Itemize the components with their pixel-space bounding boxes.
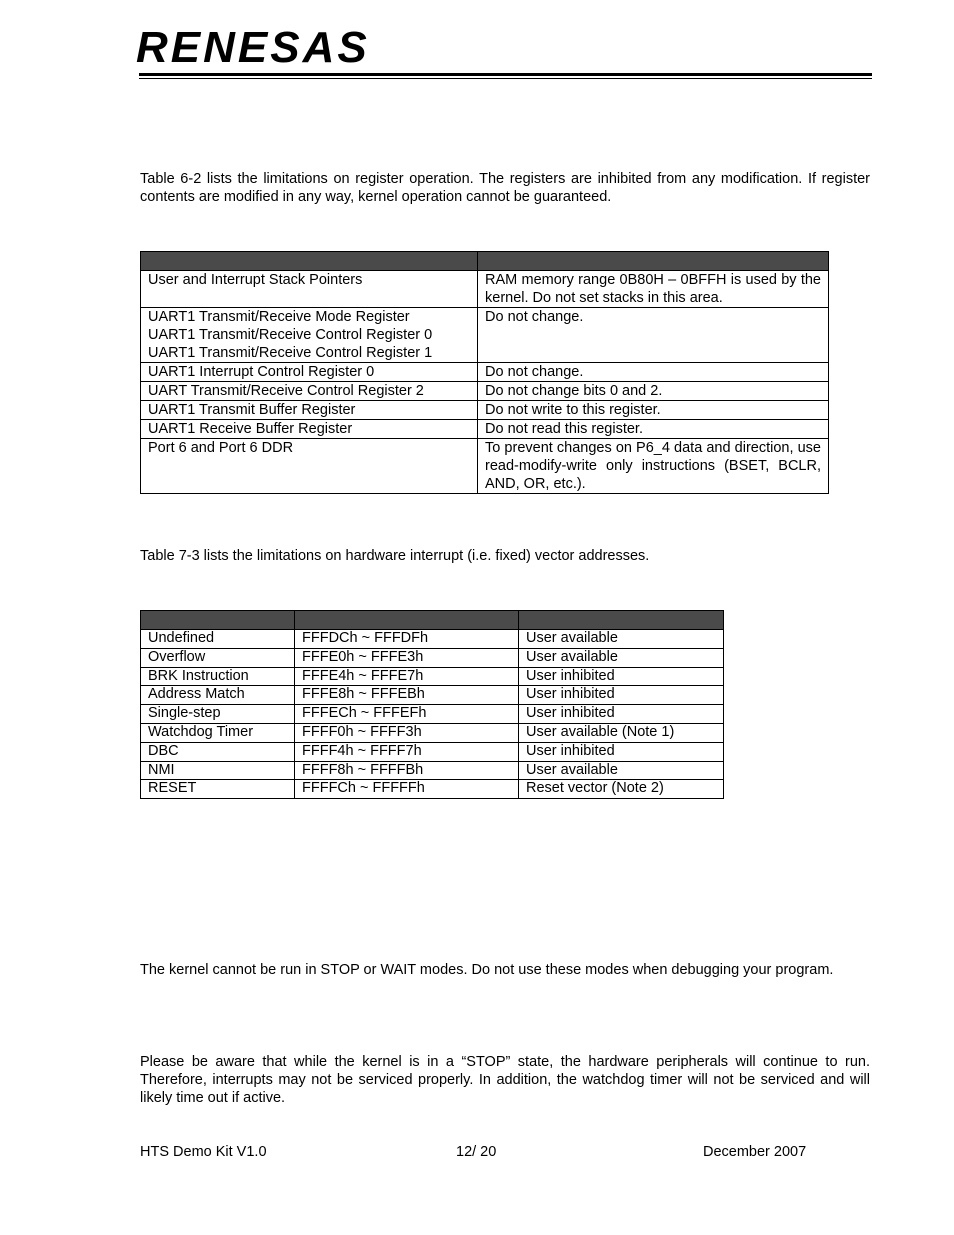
table-row [141,439,829,494]
vector-address-range: FFFE8h ~ FFFEBh [295,686,519,705]
intro-vectors-paragraph: Table 7-3 lists the limitations on hardware interrupt (i.e. fixed) vector addresses. [140,548,650,564]
register-restriction: To prevent changes on P6_4 data and direction, use read-modify-write only instructions (BSET, BCLR, AND, OR, etc.). [478,439,829,494]
vector-name: Overflow [141,648,295,667]
stop-wait-paragraph: The kernel cannot be run in STOP or WAIT modes. Do not use these modes when debugging your program. [140,962,834,978]
table-row [141,686,724,705]
svg-text:RENESAS: RENESAS [136,23,370,72]
vector-address-range: FFFE4h ~ FFFE7h [295,667,519,686]
vector-address-range: FFFECh ~ FFFEFh [295,705,519,724]
register-name-cell [141,271,478,308]
table-row [141,742,724,761]
register-restriction: Do not change bits 0 and 2. [478,382,829,401]
vector-usage: User inhibited [519,686,724,705]
table-row [141,420,829,439]
register-name: UART Transmit/Receive Control Register 2 [148,383,424,399]
table-row [141,382,829,401]
table-row [141,308,829,363]
vector-usage: Reset vector (Note 2) [519,780,724,799]
register-name: User and Interrupt Stack Pointers [148,272,363,288]
renesas-logo [134,18,426,74]
register-restriction: Do not change. [478,308,829,363]
register-name: Port 6 and Port 6 DDR [148,440,294,456]
table-header-row [141,252,829,271]
vector-address-range: FFFF0h ~ FFFF3h [295,723,519,742]
vector-name: DBC [141,742,295,761]
vector-address-range: FFFDCh ~ FFFDFh [295,630,519,649]
stop-state-paragraph: Please be aware that while the kernel is in a “STOP” state, the hardware peripherals will continue to run. Therefore, interrupts may not be serviced properly. In addition, the watchdog timer will not be serviced and will likely time out if active. [140,1054,870,1106]
table-row [141,780,724,799]
footer-date: December 2007 [703,1144,807,1160]
vector-usage: User inhibited [519,667,724,686]
vector-address-range: FFFF8h ~ FFFFBh [295,761,519,780]
register-name-cell [141,382,478,401]
register-name-cell [141,308,478,363]
register-restriction: RAM memory range 0B80H – 0BFFH is used by the kernel. Do not set stacks in this area. [478,271,829,308]
vector-address-range: FFFFCh ~ FFFFFh [295,780,519,799]
vector-name: RESET [141,780,295,799]
vector-address-range: FFFE0h ~ FFFE3h [295,648,519,667]
register-name: UART1 Transmit/Receive Control Register 1 [148,345,433,361]
vector-usage: User available [519,630,724,649]
register-name-cell [141,363,478,382]
vector-limitations-table [140,610,724,799]
header-rule-thin [139,78,872,79]
table-header-row [141,611,724,630]
register-limitations-table [140,251,829,494]
table-row [141,271,829,308]
register-name: UART1 Transmit/Receive Mode Register [148,309,410,325]
vector-usage: User available (Note 1) [519,723,724,742]
vector-address-range: FFFF4h ~ FFFF7h [295,742,519,761]
footer-page-number: 12/ 20 [456,1144,497,1160]
header-rule [139,73,872,76]
register-name-cell [141,439,478,494]
table-row [141,648,724,667]
vector-usage: User inhibited [519,705,724,724]
register-restriction: Do not write to this register. [478,401,829,420]
register-name: UART1 Transmit/Receive Control Register 0 [148,327,433,343]
vector-name: Undefined [141,630,295,649]
register-restriction: Do not read this register. [478,420,829,439]
table-row [141,401,829,420]
register-restriction: Do not change. [478,363,829,382]
register-name: UART1 Receive Buffer Register [148,421,353,437]
table-row [141,667,724,686]
table-row [141,705,724,724]
table-row [141,723,724,742]
register-name-cell [141,420,478,439]
vector-name: Single-step [141,705,295,724]
table-row [141,630,724,649]
vector-name: BRK Instruction [141,667,295,686]
vector-usage: User inhibited [519,742,724,761]
vector-name: Watchdog Timer [141,723,295,742]
register-name-cell [141,401,478,420]
table-row [141,363,829,382]
footer-document-title: HTS Demo Kit V1.0 [140,1144,267,1160]
intro-registers-paragraph: Table 6-2 lists the limitations on register operation. The registers are inhibited from any modification. If register contents are modified in any way, kernel operation cannot be guaranteed. [140,171,870,205]
vector-name: NMI [141,761,295,780]
vector-name: Address Match [141,686,295,705]
vector-usage: User available [519,761,724,780]
table-row [141,761,724,780]
register-name: UART1 Interrupt Control Register 0 [148,364,375,380]
register-name: UART1 Transmit Buffer Register [148,402,356,418]
vector-usage: User available [519,648,724,667]
